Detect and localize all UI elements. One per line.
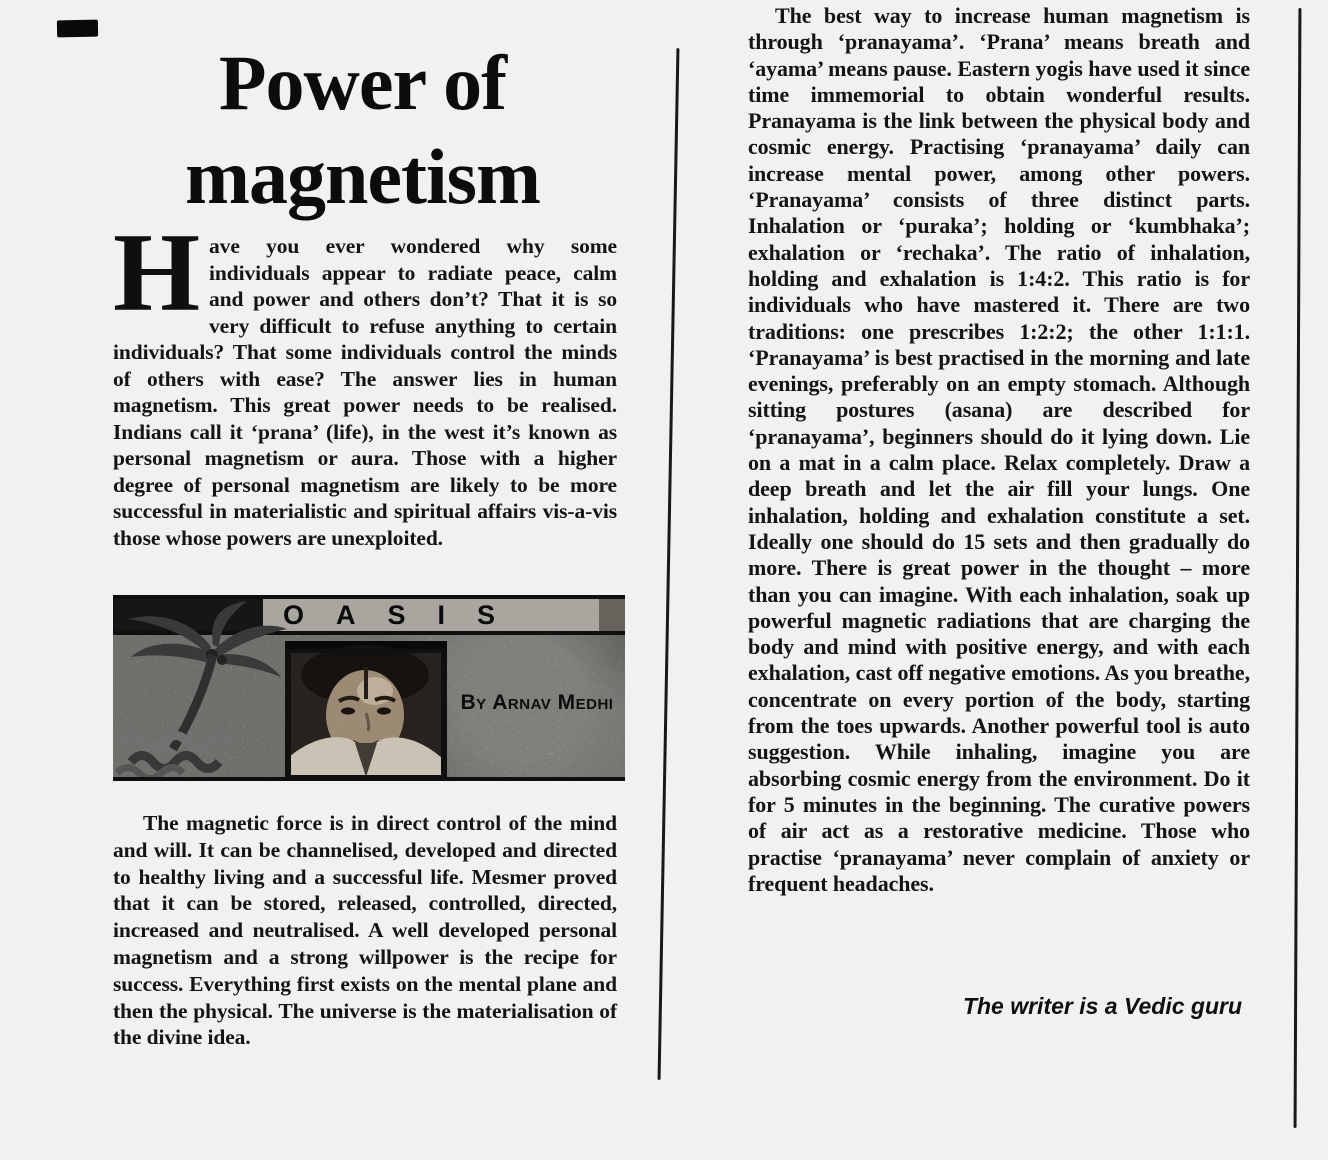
- left-body-paragraph: The magnetic force is in direct control of the mind and will. It can be channelised, developed and directed to healthy living and a successful life. Mesmer proved that it can be stored, released, controlled, directed, increased and neutralised. A well developed personal magnetism and a strong willpower is the recipe for success. Everything first exists on the mental plane and then the physical. The universe is the materialisation of the divine idea.: [113, 811, 617, 1050]
- oasis-feature-box: [113, 595, 625, 781]
- author-byline: [451, 691, 623, 715]
- scan-artifact-mark: [57, 20, 98, 38]
- right-edge-rule: [1294, 8, 1302, 1128]
- palm-tree-icon: [115, 601, 300, 779]
- author-byline-text: By Arnav Medhi: [460, 691, 614, 714]
- oasis-masthead-title: OASIS: [283, 600, 528, 630]
- author-photo: [285, 641, 447, 781]
- writer-credit: The writer is a Vedic guru: [962, 993, 1242, 1019]
- intro-paragraph: [113, 211, 617, 551]
- article-title: [110, 36, 615, 224]
- article-title-line2: magnetism: [185, 133, 540, 220]
- feature-box-bottom-rule: [113, 777, 625, 781]
- column-divider-rule: [658, 48, 680, 1080]
- right-body-paragraph: The best way to increase human magnetism is through ‘pranayama’. ‘Prana’ means breath and ‘ayama’ means pause. Eastern yogis have used it since time immemorial to obtain wonderful results. Pranayama is the link between the physical body and cosmic energy. Practising ‘pranayama’ daily can increase mental power, among other powers. ‘Pranayama’ consists of three distinct parts. Inhalation or ‘puraka’; holding or ‘kumbhaka’; exhalation or ‘rechaka’. The ratio of inhalation, holding and exhalation is 1:4:2. This ratio is for individuals who have mastered it. There are two traditions: one prescribes 1:2:2; the other 1:1:1. ‘Pranayama’ is best practised in the morning and late evenings, preferably on an empty stomach. Although sitting postures (asana) are described for ‘pranayama’, beginners should do it lying down. Lie on a mat in a calm place. Relax completely. Draw a deep breath and let the air fill your lungs. One inhalation, holding and exhalation constitute a set. Ideally one should do 15 sets and then gradually do more. There is great power in the thought – more than you can imagine. With each inhalation, soak up powerful magnetic radiations that are charging the body and mind with positive energy, and with each exhalation, cast off negative emotions. As you breathe, concentrate on every portion of the body, starting from the toes upwards. Another powerful tool is auto suggestion. While inhaling, imagine you are absorbing cosmic energy from the environment. Do it for 5 minutes in the beginning. The curative powers of air act as a restorative medicine. Those who practise ‘pranayama’ never complain of anxiety or frequent headaches.: [748, 3, 1250, 896]
- article-title-line1: Power of: [218, 39, 507, 126]
- drop-cap: H: [113, 211, 201, 335]
- masthead-right-blotch: [599, 599, 625, 631]
- intro-paragraph-text: ave you ever wondered why some individuals appear to radiate peace, calm and power and others don’t? That it is so very difficult to refuse anything to certain individuals? That some individuals control the minds of others with ease? The answer lies in human magnetism. This great power needs to be realised. Indians call it ‘prana’ (life), in the west it’s known as personal magnetism or aura. Those with a higher degree of personal magnetism are likely to be more successful in materialistic and spiritual affairs vis-a-vis those whose powers are unexploited.: [113, 234, 617, 550]
